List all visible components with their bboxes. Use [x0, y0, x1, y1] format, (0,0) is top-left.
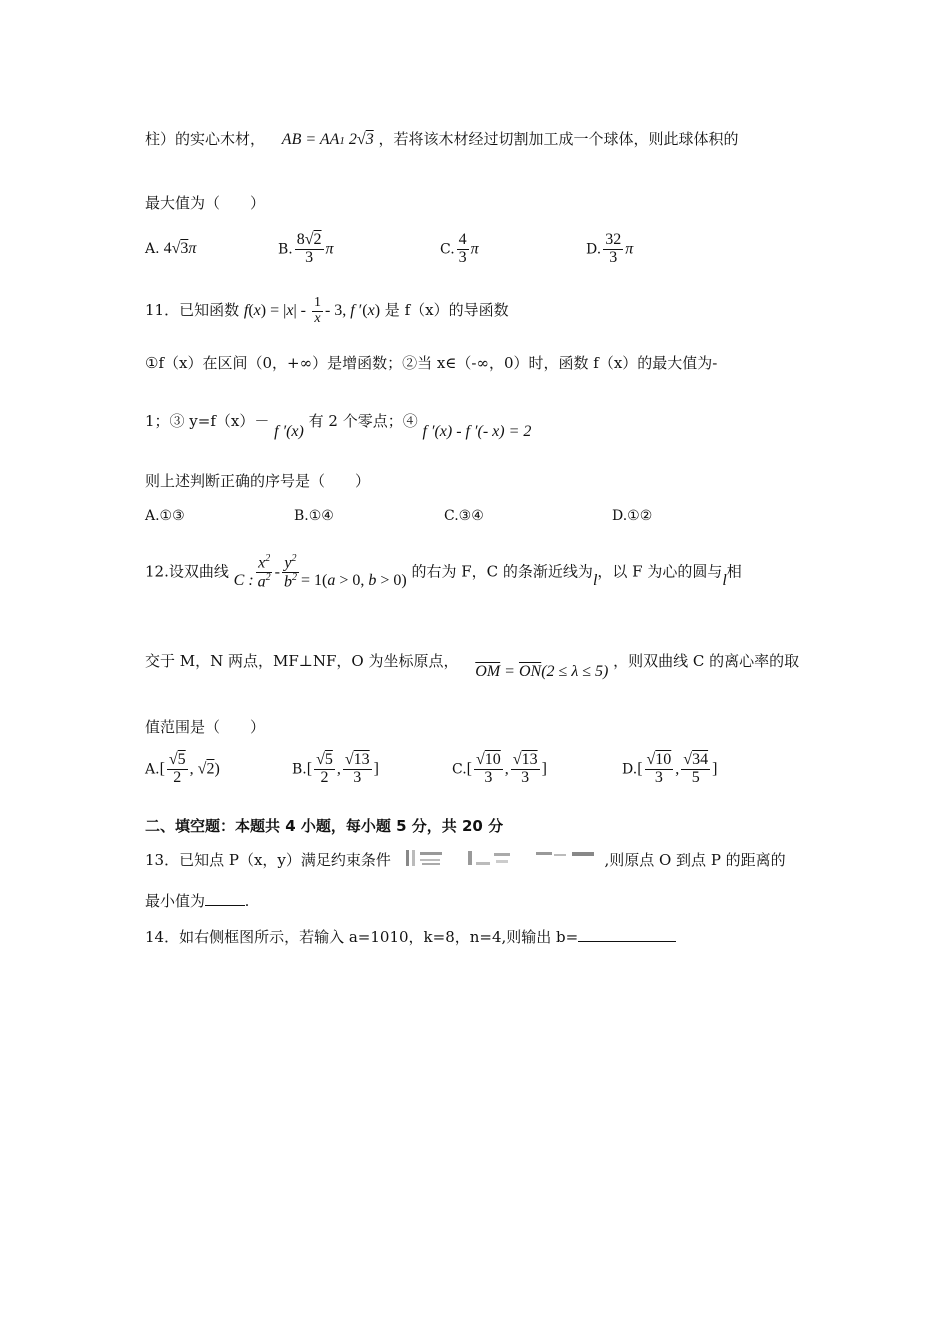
q12-option-b: B.[ $\frac{√5}{2}$ , $\frac{√13}{3}$ ]	[292, 751, 379, 786]
q10-text-a: 柱）的实心木材，	[145, 130, 266, 148]
q11-option-c: C.③④	[444, 508, 484, 524]
q11-statements-1: ①f（x）在区间（0，+∞）是增函数；②当 x∈（-∞，0）时，函数 f（x）的最大值为-	[145, 354, 718, 372]
q11-statements-2: 1；③ y=f（x）－ f ′(x) 有 2 个零点；④ f ′(x) - f ′(- x) = 2	[145, 412, 532, 440]
constraint-image	[404, 848, 600, 874]
q11-option-a: A.①③	[145, 508, 185, 524]
q10-line2: 最大值为（ ）	[145, 194, 266, 212]
q10-option-c: C. $\frac{4}{3}$ π	[440, 231, 479, 266]
q12-intro: 12.设双曲线 C : $\frac{x^2}{a^2}$ - $\frac{y^2}{b^2}$ = 1(a > 0, b > 0) 的右为 F，C 的条渐近线为l，以 F 为心的圆与l相	[145, 553, 742, 591]
q13-line2: 最小值为 .	[145, 892, 250, 910]
q12-option-a: A.[ $\frac{√5}{2}$ , √2)	[145, 751, 220, 786]
q10-line1	[145, 128, 738, 149]
q10-text-b: ，若将该木材经过切割加工成一个球体，则此球体积的	[378, 130, 739, 148]
answer-blank-14[interactable]	[578, 929, 676, 942]
q12-line2: 交于 M，N 两点，MF⊥NF，O 为坐标原点， $\overline{OM} = \overline{ON}(2 \le \lambda \le 5)$ ，则双曲线 C 的离心率的取	[145, 652, 800, 680]
q10-option-d: D. $\frac{32}{3}$ π	[586, 231, 634, 266]
q11-option-b: B.①④	[294, 508, 334, 524]
q12-option-c: C.[ $\frac{√10}{3}$ , $\frac{√13}{3}$ ]	[452, 751, 547, 786]
q12-option-d: D.[ $\frac{√10}{3}$ , $\frac{√34}{5}$ ]	[622, 751, 718, 786]
q11-question: 则上述判断正确的序号是（ ）	[145, 472, 371, 490]
q13-line1: 13．已知点 P（x，y）满足约束条件 ,则原点 O 到点 P 的距离的	[145, 848, 786, 874]
q14-line: 14．如右侧框图所示，若输入 a=1010，k=8，n=4,则输出 b=	[145, 926, 676, 947]
q11-option-d: D.①②	[612, 508, 653, 524]
q10-formula: AB = AA1 2√3	[281, 131, 374, 148]
q11-function: f	[243, 302, 249, 320]
section-heading: 二、填空题：本题共 4 小题，每小题 5 分，共 20 分	[145, 817, 504, 835]
answer-blank-13[interactable]	[205, 893, 245, 906]
q10-option-b: B. $\frac{8√2}{3}$ π	[278, 231, 334, 266]
q11-intro: 11．已知函数 f(x) = |x| - $\frac{1}{x}$ - 3, f ′(x) 是 f（x）的导函数	[145, 295, 509, 326]
q10-option-a: A. 4√3π	[145, 240, 197, 257]
q12-question: 值范围是（ ）	[145, 718, 266, 736]
